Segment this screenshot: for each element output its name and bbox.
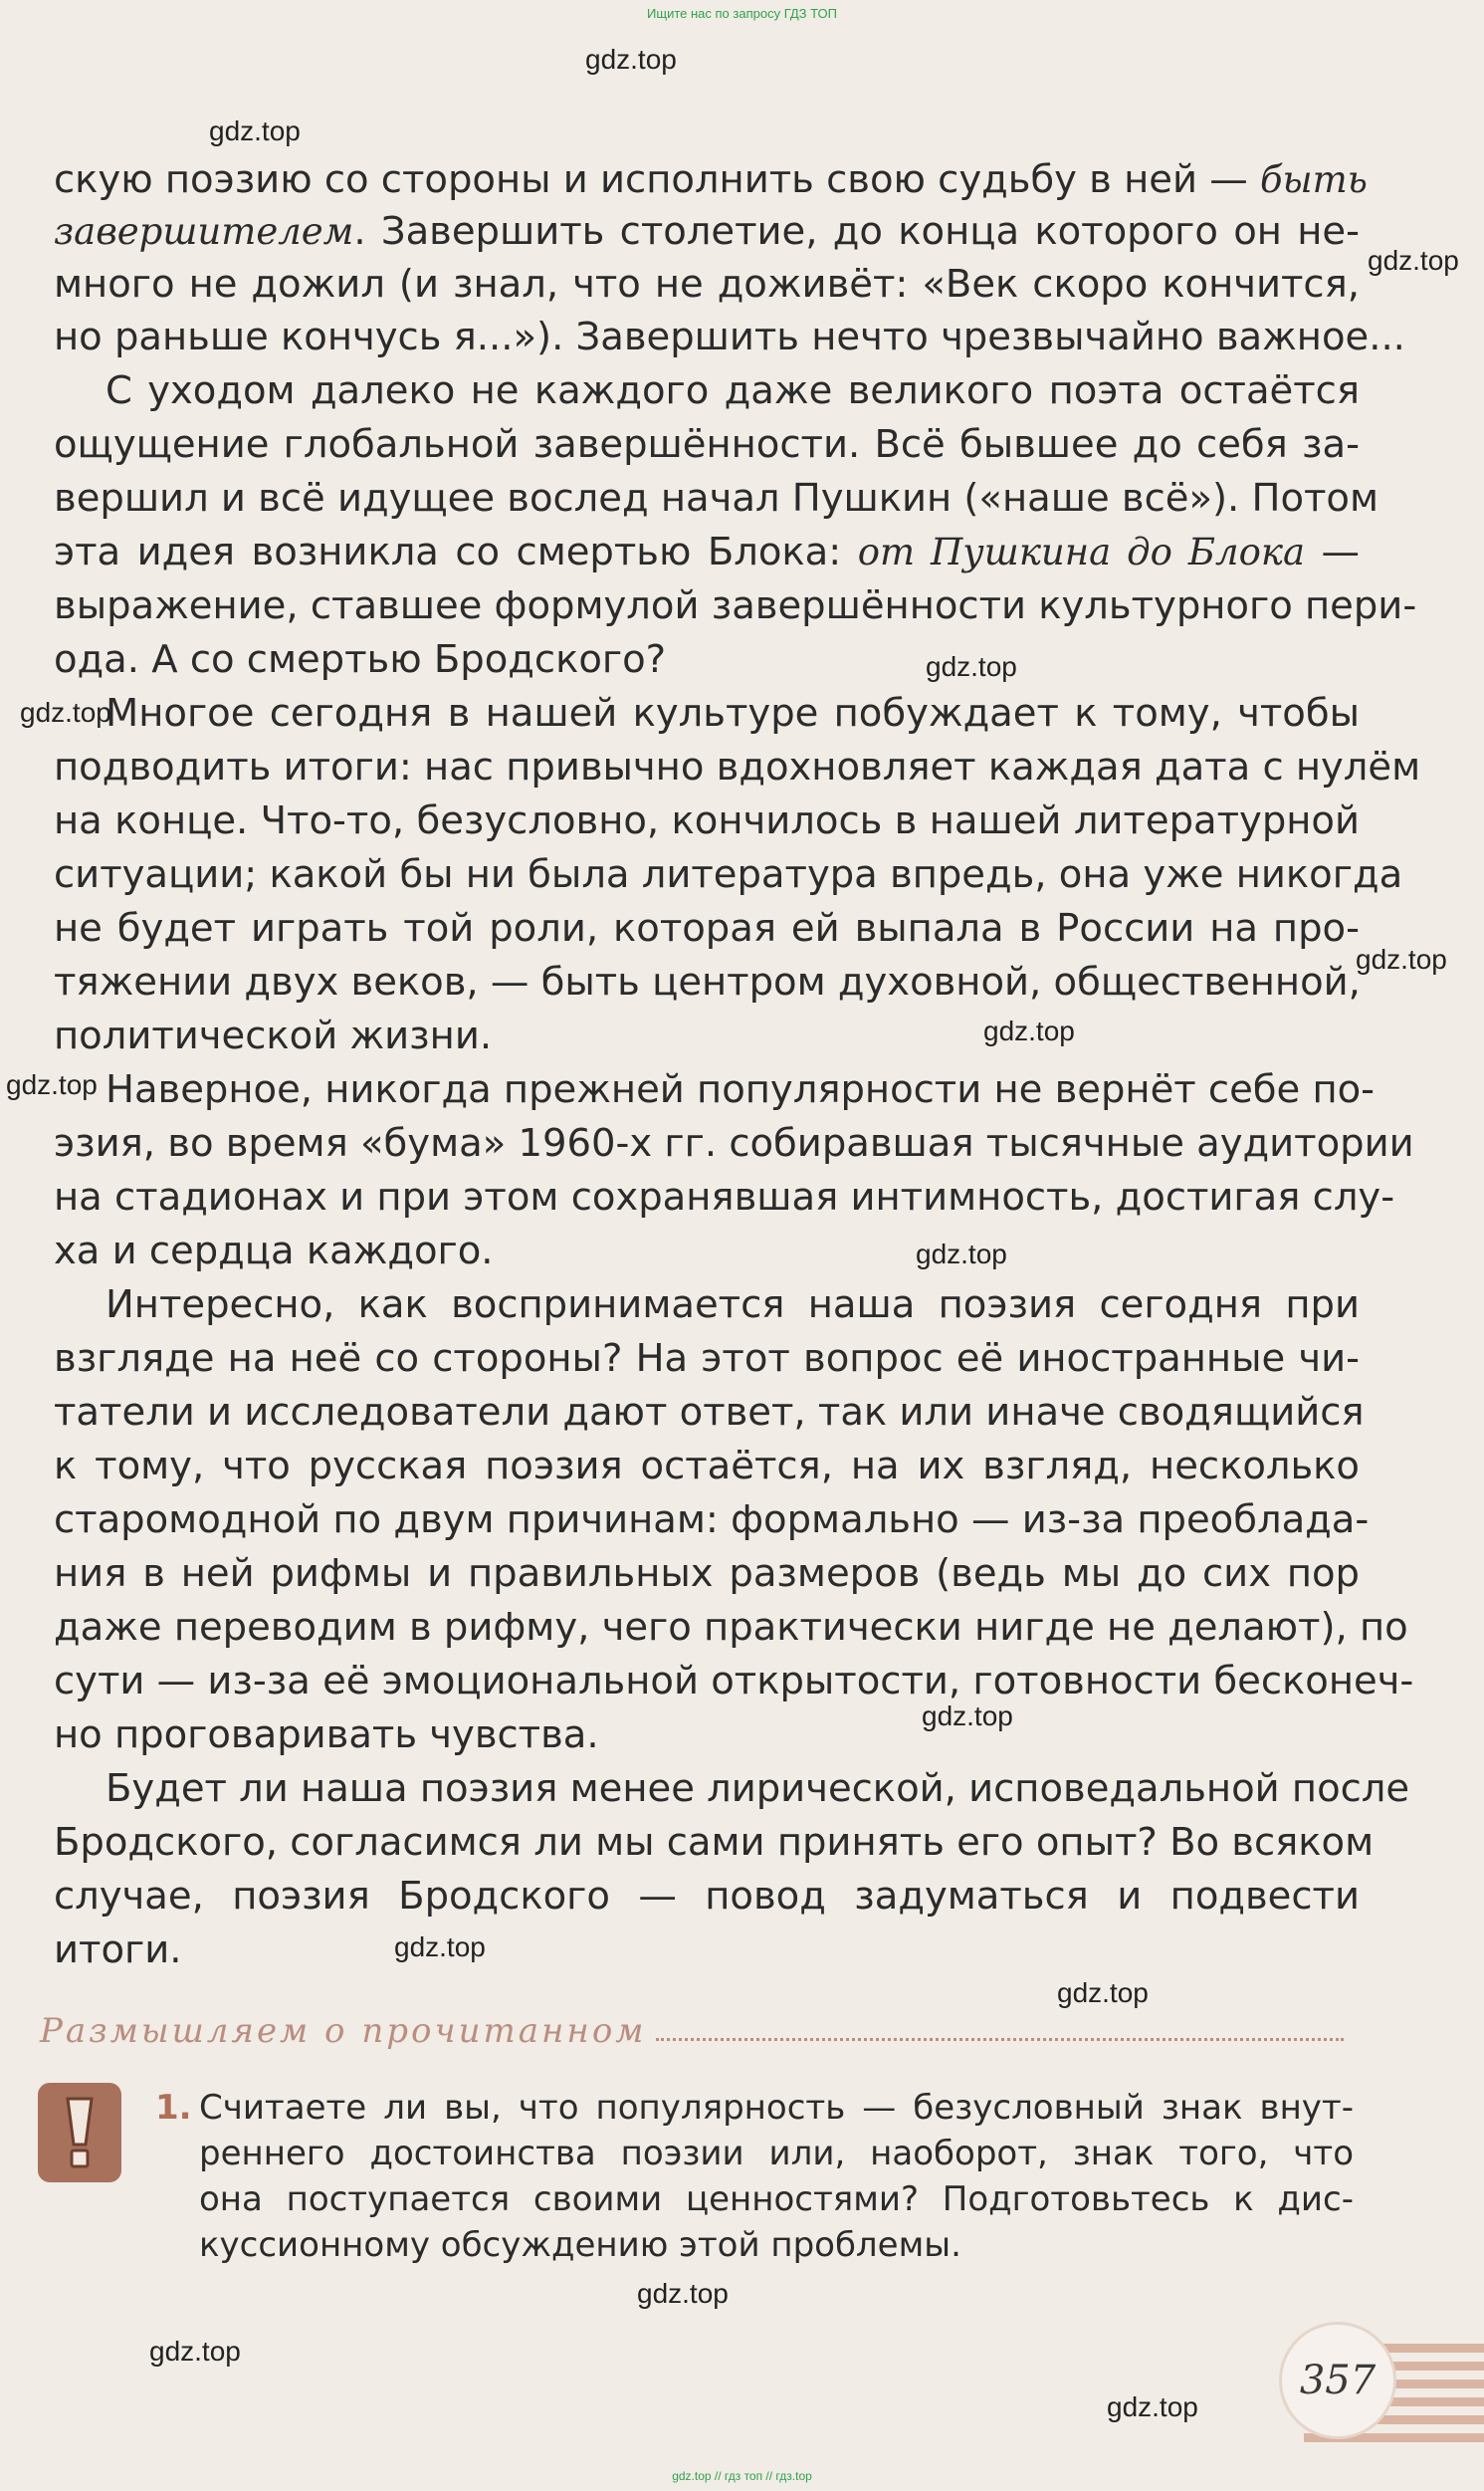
text-line: сути — из-за её эмоциональной открытости, готовности бесконеч- (54, 1659, 1414, 1703)
watermark: gdz.top (209, 115, 301, 146)
watermark: gdz.top (6, 1069, 98, 1100)
question-number: 1. (155, 2088, 192, 2128)
text-line: но раньше кончусь я...»). Завершить нечто чрезвычайно важное... (54, 315, 1405, 359)
question-line: куссионному обсуждению этой проблемы. (199, 2225, 961, 2265)
text-line: выражение, ставшее формулой завершённости культурного пери- (54, 583, 1417, 628)
footer-note[interactable]: gdz.top // гдз топ // гдз.top (672, 2469, 812, 2483)
text-line: татели и исследователи дают ответ, так или иначе сводящийся (54, 1390, 1365, 1435)
text-line: к тому, что русская поэзия остаётся, на их взгляд, несколько (54, 1444, 1360, 1488)
watermark: gdz.top (1057, 1977, 1149, 2008)
exclamation-glyph (60, 2095, 100, 2170)
text-line: на стадионах и при этом сохранявшая интимность, достигая слу- (54, 1175, 1395, 1220)
text-line: даже переводим в рифму, чего практически нигде не делают), по (54, 1605, 1408, 1650)
watermark: gdz.top (149, 2336, 241, 2367)
text-line: политической жизни. (54, 1014, 493, 1058)
paragraph-first-line: Наверное, никогда прежней популярности не вернёт себе по- (106, 1067, 1376, 1112)
question-line: она поступается своими ценностями? Подготовьтесь к дис- (199, 2179, 1354, 2219)
text-line: но проговаривать чувства. (54, 1712, 599, 1757)
paragraph-first-line: С уходом далеко не каждого даже великого поэта остаётся (106, 368, 1360, 413)
watermark: gdz.top (20, 697, 111, 728)
text-line: завершителем. Завершить столетие, до конца которого он не- (54, 209, 1360, 254)
text-line: ха и сердца каждого. (54, 1229, 494, 1273)
watermark: gdz.top (916, 1239, 1007, 1269)
watermark: gdz.top (1356, 944, 1447, 975)
paragraph-first-line: Интересно, как воспринимается наша поэзия сегодня при (106, 1282, 1360, 1327)
text-line: эзия, во время «бума» 1960-х гг. собиравшая тысячные аудитории (54, 1121, 1414, 1166)
watermark: gdz.top (637, 2278, 729, 2309)
watermark: gdz.top (1107, 2391, 1198, 2422)
exclamation-icon (38, 2083, 121, 2182)
text-line: на конце. Что-то, безусловно, кончилось в нашей литературной (54, 798, 1360, 843)
text-line: взгляде на неё со стороны? На этот вопрос её иностранные чи- (54, 1336, 1360, 1381)
text-line: тяжении двух веков, — быть центром духовной, общественной, (54, 960, 1361, 1005)
page-number: 357 (1279, 2322, 1396, 2439)
text-line: вершил и всё идущее вослед начал Пушкин («наше всё»). Потом (54, 476, 1379, 521)
text-line: ситуации; какой бы ни была литература впредь, она уже никогда (54, 852, 1403, 897)
text-line: эта идея возникла со смертью Блока: от Пушкина до Блока — (54, 530, 1360, 574)
watermark: gdz.top (983, 1016, 1075, 1046)
watermark: gdz.top (394, 1931, 486, 1962)
text-line: ощущение глобальной завершённости. Всё бывшее до себя за- (54, 422, 1360, 467)
text-line: случае, поэзия Бродского — повод задуматься и подвести (54, 1874, 1360, 1919)
text-line: много не дожил (и знал, что не доживёт: «Век скоро кончится, (54, 262, 1360, 307)
watermark: gdz.top (585, 44, 677, 75)
text-line: скую поэзию со стороны и исполнить свою судьбу в ней — быть (54, 157, 1368, 202)
text-line: ода. А со смертью Бродского? (54, 637, 667, 682)
section-title: Размышляем о прочитанном (40, 2011, 647, 2051)
text-line: старомодной по двум причинам: формально — из-за преоблада- (54, 1497, 1370, 1542)
question-line: реннего достоинства поэзии или, наоборот, знак того, что (199, 2134, 1354, 2173)
watermark: gdz.top (1368, 245, 1459, 276)
text-line: ния в ней рифмы и правильных размеров (ведь мы до сих пор (54, 1551, 1360, 1596)
question-line: Считаете ли вы, что популярность — безусловный знак внут- (199, 2088, 1354, 2128)
text-line: итоги. (54, 1927, 182, 1972)
header-note[interactable]: Ищите нас по запросу ГДЗ ТОП (647, 6, 837, 21)
section-dotted-rule (656, 2038, 1344, 2041)
paragraph-first-line: Многое сегодня в нашей культуре побуждает к тому, чтобы (106, 691, 1360, 736)
watermark: gdz.top (926, 651, 1017, 682)
text-line: не будет играть той роли, которая ей выпала в России на про- (54, 906, 1360, 951)
text-line: подводить итоги: нас привычно вдохновляет каждая дата с нулём (54, 745, 1421, 790)
watermark: gdz.top (922, 1700, 1013, 1731)
paragraph-first-line: Будет ли наша поэзия менее лирической, исповедальной после (106, 1766, 1410, 1811)
text-line: Бродского, согласимся ли мы сами принять его опыт? Во всяком (54, 1820, 1375, 1865)
